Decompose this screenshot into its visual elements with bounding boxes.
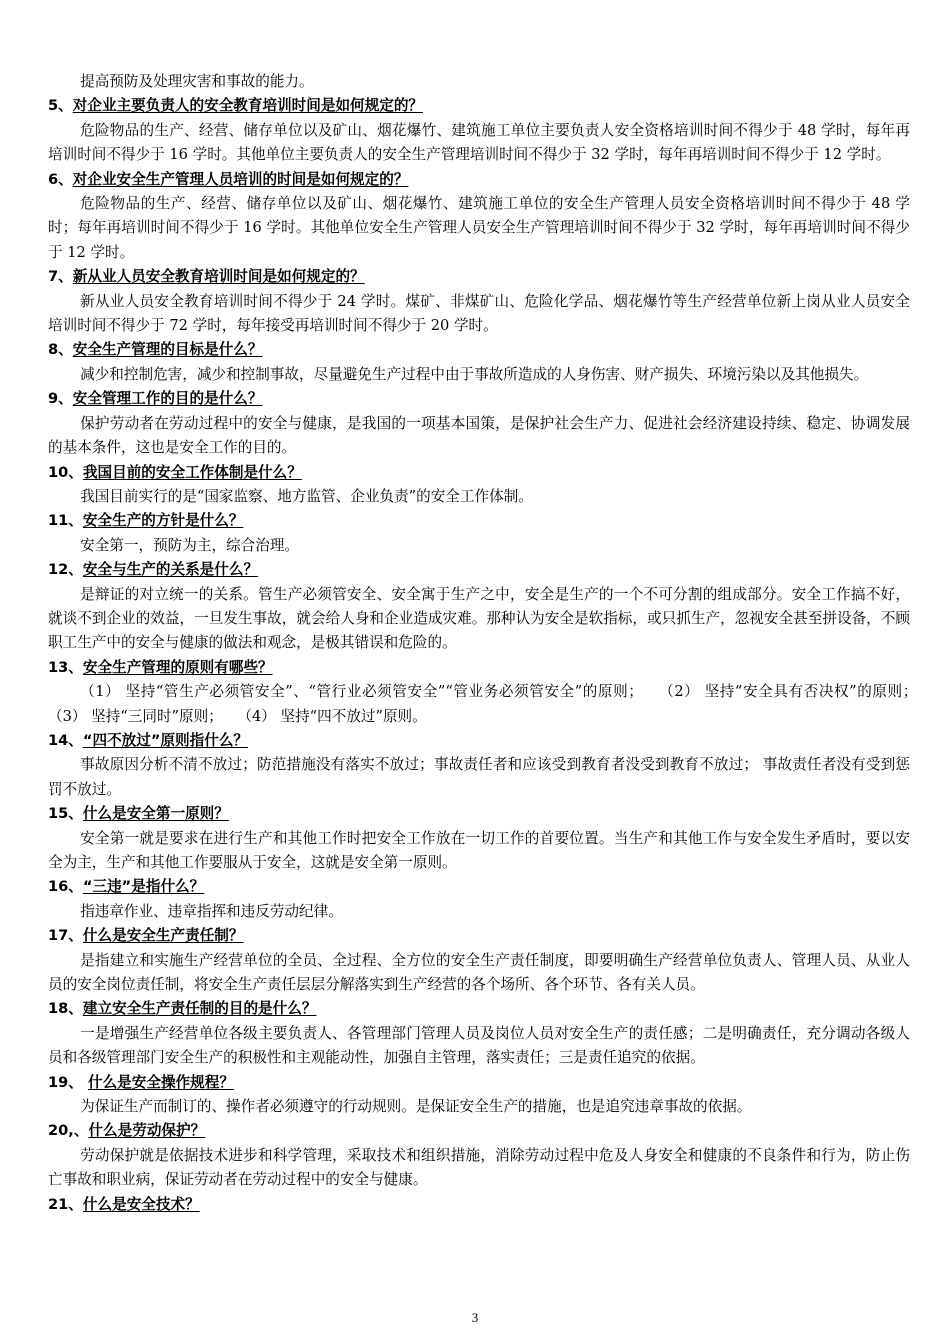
qa-list — [48, 94, 925, 1217]
question-text: “三违”是指什么？ — [82, 878, 205, 896]
question-text: 我国目前的安全工作体制是什么？ — [82, 463, 302, 481]
question-heading — [48, 729, 910, 753]
answer-paragraph: 为保证生产而制订的、操作者必须遵守的行动规则。是保证安全生产的措施，也是追究违章事故的依据。 — [80, 1098, 752, 1116]
answer-paragraph: 安全第一，预防为主，综合治理。 — [80, 536, 300, 554]
answer-paragraph: 危险物品的生产、经营、储存单位以及矿山、烟花爆竹、建筑施工单位主要负责人安全资格培训时间不得少于 48 学时，每年再培训时间不得少于 16 学时。其他单位主要负责人的安全生产管理培训时间不得少于 32 学时，每年再培训时间不得少于 12 学时。 — [48, 121, 910, 164]
question-number: 14、 — [48, 731, 83, 749]
question-heading — [48, 461, 910, 485]
question-text: 什么是安全技术？ — [82, 1195, 200, 1213]
question-heading — [48, 265, 910, 289]
question-heading — [48, 1071, 910, 1095]
answer-paragraph: （1） 坚持“管生产必须管安全”、“管行业必须管安全”“管业务必须管安全”的原则； （2） 坚持“安全具有否决权”的原则； （3） 坚持“三同时”原则； （4） 坚持“四不放过”原则。 — [48, 683, 925, 725]
question-text: 什么是劳动保护？ — [88, 1122, 206, 1140]
question-heading — [48, 924, 910, 948]
answer-paragraph: 是指建立和实施生产经营单位的全员、全过程、全方位的安全生产责任制度，即要明确生产经营单位负责人、管理人员、从业人员的安全岗位责任制，将安全生产责任层层分解落实到生产经营的各个场所、各个环节、各有关人员。 — [48, 951, 910, 994]
question-text: 建立安全生产责任制的目的是什么？ — [82, 1000, 317, 1018]
question-number: 18、 — [48, 1000, 83, 1018]
page-number: 3 — [471, 1310, 479, 1325]
question-text: 什么是安全生产责任制？ — [82, 927, 244, 945]
question-number: 17、 — [48, 927, 83, 945]
answer-paragraph: 事故原因分析不清不放过；防范措施没有落实不放过；事故责任者和应该受到教育者没受到教育不放过； 事故责任者没有受到惩罚不放过。 — [48, 756, 910, 798]
question-heading — [48, 875, 910, 899]
question-text: 安全生产管理的原则有哪些？ — [82, 658, 273, 676]
question-number: 21、 — [48, 1195, 83, 1213]
question-number: 20,、 — [48, 1122, 89, 1140]
answer-paragraph: 安全第一就是要求在进行生产和其他工作时把安全工作放在一切工作的首要位置。当生产和其他工作与安全发生矛盾时，要以安全为主，生产和其他工作要服从于安全，这就是安全第一原则。 — [48, 829, 910, 871]
document-page — [48, 70, 925, 1217]
question-text: 对企业安全生产管理人员培训的时间是如何规定的？ — [72, 170, 409, 188]
question-text: 安全与生产的关系是什么？ — [82, 561, 259, 579]
question-text: 新从业人员安全教育培训时间是如何规定的？ — [72, 268, 365, 286]
question-number: 5、 — [48, 97, 73, 115]
answer-paragraph: 我国目前实行的是“国家监察、地方监管、企业负责”的安全工作体制。 — [80, 487, 533, 505]
answer-paragraph: 危险物品的生产、经营、储存单位以及矿山、烟花爆竹、建筑施工单位的安全生产管理人员安全资格培训时间不得少于 48 学时；每年再培训时间不得少于 16 学时。其他单位安全生产管理人员安全生产管理培训时间不得少于 32 学时，每年再培训时间不得少于 12 学时。 — [48, 195, 910, 261]
question-number: 19、 — [48, 1073, 88, 1091]
question-heading — [48, 1193, 910, 1217]
question-text: 什么是安全第一原则？ — [82, 805, 229, 823]
answer-paragraph: 劳动保护就是依据技术进步和科学管理，采取技术和组织措施，消除劳动过程中危及人身安全和健康的不良条件和行为，防止伤亡事故和职业病，保证劳动者在劳动过程中的安全与健康。 — [48, 1146, 910, 1189]
question-number: 8、 — [48, 341, 73, 359]
question-heading — [48, 802, 910, 826]
question-text: 对企业主要负责人的安全教育培训时间是如何规定的？ — [72, 97, 424, 115]
question-number: 12、 — [48, 561, 83, 579]
question-heading — [48, 168, 910, 192]
question-heading — [48, 1119, 910, 1143]
answer-paragraph: 新从业人员安全教育培训时间不得少于 24 学时。煤矿、非煤矿山、危险化学品、烟花爆竹等生产经营单位新上岗从业人员安全培训时间不得少于 72 学时，每年接受再培训时间不得少于 20 学时。 — [48, 292, 910, 335]
question-number: 13、 — [48, 658, 83, 676]
question-number: 15、 — [48, 805, 83, 823]
answer-paragraph: 指违章作业、违章指挥和违反劳动纪律。 — [80, 902, 343, 920]
question-number: 16、 — [48, 878, 83, 896]
question-heading — [48, 656, 910, 680]
question-heading — [48, 387, 910, 411]
question-number: 7、 — [48, 268, 73, 286]
lead-paragraph: 提高预防及处理灾害和事故的能力。 — [80, 73, 314, 90]
question-heading — [48, 338, 910, 362]
question-heading — [48, 94, 910, 118]
question-number: 10、 — [48, 463, 83, 481]
answer-paragraph: 一是增强生产经营单位各级主要负责人、各管理部门管理人员及岗位人员对安全生产的责任感；二是明确责任，充分调动各级人员和各级管理部门安全生产的积极性和主观能动性，加强自主管理，落实责任；三是责任追究的依据。 — [48, 1024, 910, 1067]
question-text: 安全生产管理的目标是什么？ — [72, 341, 263, 359]
question-number: 9、 — [48, 390, 73, 408]
question-text: “四不放过”原则指什么？ — [82, 731, 249, 749]
question-number: 6、 — [48, 170, 73, 188]
question-text: 安全管理工作的目的是什么？ — [72, 390, 263, 408]
question-heading — [48, 558, 910, 582]
answer-paragraph: 保护劳动者在劳动过程中的安全与健康，是我国的一项基本国策，是保护社会生产力、促进社会经济建设持续、稳定、协调发展的基本条件，这也是安全工作的目的。 — [48, 414, 910, 457]
question-text: 安全生产的方针是什么？ — [82, 512, 244, 530]
question-heading — [48, 509, 910, 533]
question-heading — [48, 997, 910, 1021]
answer-paragraph: 减少和控制危害，减少和控制事故，尽量避免生产过程中由于事故所造成的人身伤害、财产损失、环境污染以及其他损失。 — [80, 365, 869, 383]
question-text: 什么是安全操作规程？ — [87, 1073, 234, 1091]
question-number: 11、 — [48, 512, 83, 530]
answer-paragraph: 是辩证的对立统一的关系。管生产必须管安全、安全寓于生产之中，安全是生产的一个不可分割的组成部分。安全工作搞不好，就谈不到企业的效益，一旦发生事故，就会给人身和企业造成灾难。那种认为安全是软指标，或只抓生产，忽视安全甚至拼设备，不顾职工生产中的安全与健康的做法和观念，是极其错误和危险的。 — [48, 585, 910, 652]
